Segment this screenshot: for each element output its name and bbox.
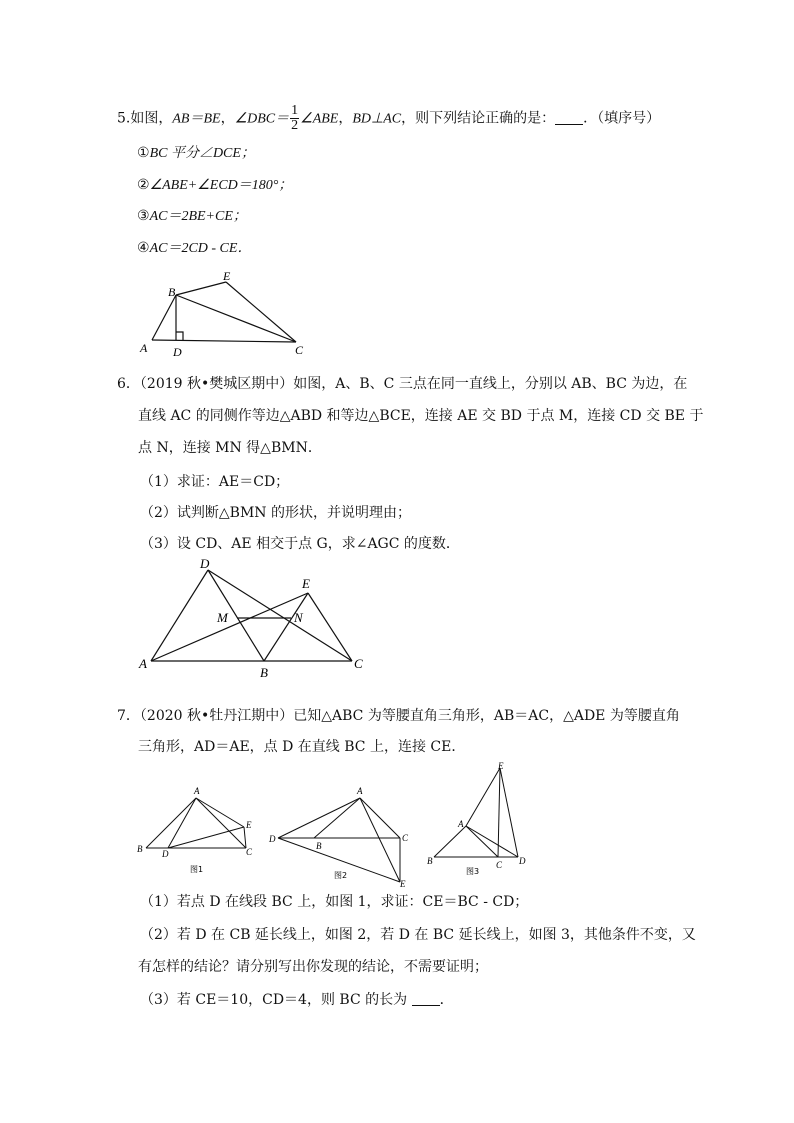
q7-figure-1	[134, 784, 260, 878]
q5-option-4: ④AC＝2CD - CE．	[137, 240, 252, 256]
fraction-one-half: $\frac{1}{2}$	[291, 103, 299, 133]
caption-fig1: 图1	[190, 865, 204, 874]
answer-blank	[555, 110, 583, 125]
q7-part-2: （2）若 D 在 CB 延长线上，如图 2，若 D 在 BC 延长线上，如图 3，其他条件不变，又	[140, 927, 696, 943]
label-d: D	[173, 345, 182, 359]
svg-text:D: D	[269, 834, 276, 844]
q7-part-2-cont: 有怎样的结论？请分别写出你发现的结论，不需要证明；	[138, 959, 488, 975]
label-a: A	[139, 656, 147, 671]
label-b: B	[260, 665, 268, 680]
svg-text:E: E	[498, 761, 504, 771]
caption-fig3: 图3	[466, 867, 480, 876]
label-d: D	[200, 556, 210, 571]
q5-figure	[138, 268, 318, 360]
label-m: M	[217, 610, 228, 625]
svg-text:A: A	[357, 786, 363, 796]
q7-stem-line-1: 7．（2020 秋•牡丹江期中）已知△ABC 为等腰直角三角形，AB＝AC，△ADE 为等腰直角	[117, 708, 680, 724]
answer-blank	[412, 991, 440, 1006]
q6-figure	[136, 556, 376, 680]
q7-stem-line-2: 三角形，AD＝AE，点 D 在直线 BC 上，连接 CE．	[138, 739, 466, 755]
label-a: A	[140, 341, 148, 355]
caption-fig2: 图2	[334, 871, 348, 880]
svg-text:D: D	[162, 849, 169, 859]
q6-part-1: （1）求证：AE＝CD；	[140, 474, 290, 490]
svg-text:D: D	[519, 856, 526, 866]
svg-text:A: A	[458, 819, 464, 829]
svg-text:B: B	[137, 844, 143, 854]
svg-text:C: C	[246, 847, 253, 857]
q5-option-3: ③AC＝2BE+CE；	[137, 208, 247, 224]
svg-text:C: C	[402, 833, 409, 843]
svg-text:B: B	[427, 856, 433, 866]
q5-option-1: ①BC 平分∠DCE；	[137, 145, 255, 161]
q6-stem-line-1: 6．（2019 秋•樊城区期中）如图，A、B、C 三点在同一直线上，分别以 AB、BC 为边，在	[117, 376, 688, 392]
svg-text:E: E	[246, 820, 252, 830]
label-b: B	[168, 285, 176, 299]
q7-part-1: （1）若点 D 在线段 BC 上，如图 1，求证：CE＝BC - CD；	[140, 894, 529, 910]
label-e: E	[223, 269, 231, 283]
q7-figure-3	[422, 760, 534, 880]
svg-text:E: E	[400, 879, 406, 888]
q5-option-2: ②∠ABE+∠ECD＝180°；	[137, 177, 293, 193]
svg-text:A: A	[194, 786, 200, 796]
q7-figure-2	[266, 784, 416, 888]
q5-stem: 5.如图，AB＝BE，∠DBC＝ $\frac{1}{2}$ ∠ABE，BD⊥AC，则下列结论正确的是： ．（填序号）	[117, 103, 661, 133]
label-c: C	[354, 656, 363, 671]
svg-text:C: C	[496, 860, 503, 870]
q7-part-3: （3）若 CE＝10，CD＝4，则 BC 的长为 ．	[140, 992, 454, 1008]
q6-stem-line-3: 点 N，连接 MN 得△BMN．	[138, 440, 322, 456]
label-c: C	[295, 343, 304, 357]
q6-part-3: （3）设 CD、AE 相交于点 G，求∠AGC 的度数．	[140, 536, 460, 552]
label-e: E	[302, 576, 310, 591]
q6-part-2: （2）试判断△BMN 的形状，并说明理由；	[140, 505, 411, 521]
q6-stem-line-2: 直线 AC 的同侧作等边△ABD 和等边△BCE，连接 AE 交 BD 于点 M，连接 CD 交 BE 于	[138, 408, 704, 424]
svg-text:B: B	[316, 841, 322, 851]
label-n: N	[294, 610, 303, 625]
